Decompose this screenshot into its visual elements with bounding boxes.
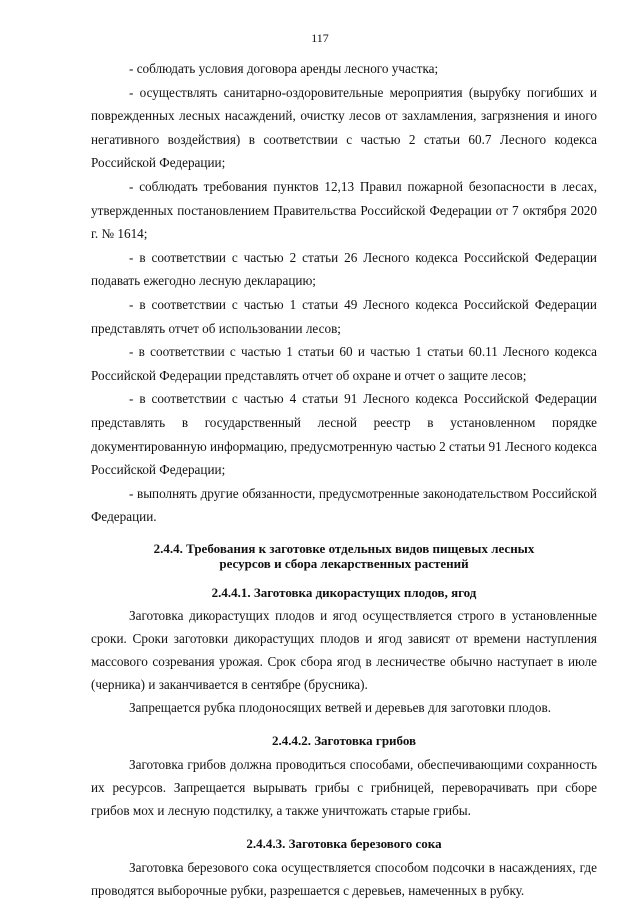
obligation-item: - в соответствии с частью 2 статьи 26 Лесного кодекса Российской Федерации подавать ежегодно лесную декларацию;: [91, 249, 597, 289]
obligation-item: - в соответствии с частью 1 статьи 60 и частью 1 статьи 60.11 Лесного кодекса Российской Федерации представлять отчет об охране и отчет о защите лесов;: [91, 344, 597, 383]
obligation-item: - выполнять другие обязанности, предусмотренные законодательством Российской Федерации.: [91, 485, 597, 525]
obligation-item: - соблюдать условия договора аренды лесного участка;: [129, 61, 439, 76]
obligation-item: - в соответствии с частью 1 статьи 49 Лесного кодекса Российской Федерации представлять отчет об использовании лесов;: [91, 296, 597, 336]
heading-line-2: ресурсов и сбора лекарственных растений: [219, 555, 469, 571]
section-paragraph: Запрещается рубка плодоносящих ветвей и деревьев для заготовки плодов.: [129, 699, 552, 715]
section-heading-2-4-4-3: 2.4.4.3. Заготовка березового сока: [246, 835, 442, 851]
section-paragraph: Заготовка грибов должна проводиться способами, обеспечивающими сохранность их ресурсов. Запрещается вырывать грибы с грибницей, переворачивать при сборе грибов мох и лесную подстилку, а также уничтожать старые грибы.: [91, 756, 597, 818]
obligation-item: - соблюдать требования пунктов 12,13 Правил пожарной безопасности в лесах, утвержденных постановлением Правительства Российской Федерации от 7 октября 2020 г. № 1614;: [91, 178, 597, 242]
obligation-item: - осуществлять санитарно-оздоровительные мероприятия (вырубку погибших и поврежденных лесных насаждений, очистку лесов от захламления, загрязнения и иного негативного воздействия) в соответствии с частью 2 статьи 60.7 Лесного кодекса Российской Федерации;: [91, 84, 597, 171]
document-body: [91, 57, 597, 902]
section-heading-2-4-4: [91, 541, 597, 571]
section-heading-2-4-4-1: 2.4.4.1. Заготовка дикорастущих плодов, ягод: [211, 584, 477, 600]
obligation-item: - в соответствии с частью 4 статьи 91 Лесного кодекса Российской Федерации представлять в государственный лесной реестр в установленном порядке документированную информацию, предусмотренную частью 2 статьи 91 Лесного кодекса Российской Федерации;: [91, 391, 597, 478]
page-number: 117: [311, 31, 329, 45]
section-paragraph: Заготовка дикорастущих плодов и ягод осуществляется строго в установленные сроки. Сроки заготовки дикорастущих плодов и ягод зависят от времени наступления массового созревания урожая. Срок сбора ягод в лесничестве обычно наступает в июле (черника) и заканчивается в сентябре (брусника).: [91, 607, 597, 692]
section-paragraph: Заготовка березового сока осуществляется способом подсочки в насаждениях, где проводятся выборочные рубки, разрешается с деревьев, намеченных в рубку.: [91, 859, 597, 898]
heading-line-1: 2.4.4. Требования к заготовке отдельных видов пищевых лесных: [153, 540, 535, 556]
section-heading-2-4-4-2: 2.4.4.2. Заготовка грибов: [271, 732, 417, 748]
